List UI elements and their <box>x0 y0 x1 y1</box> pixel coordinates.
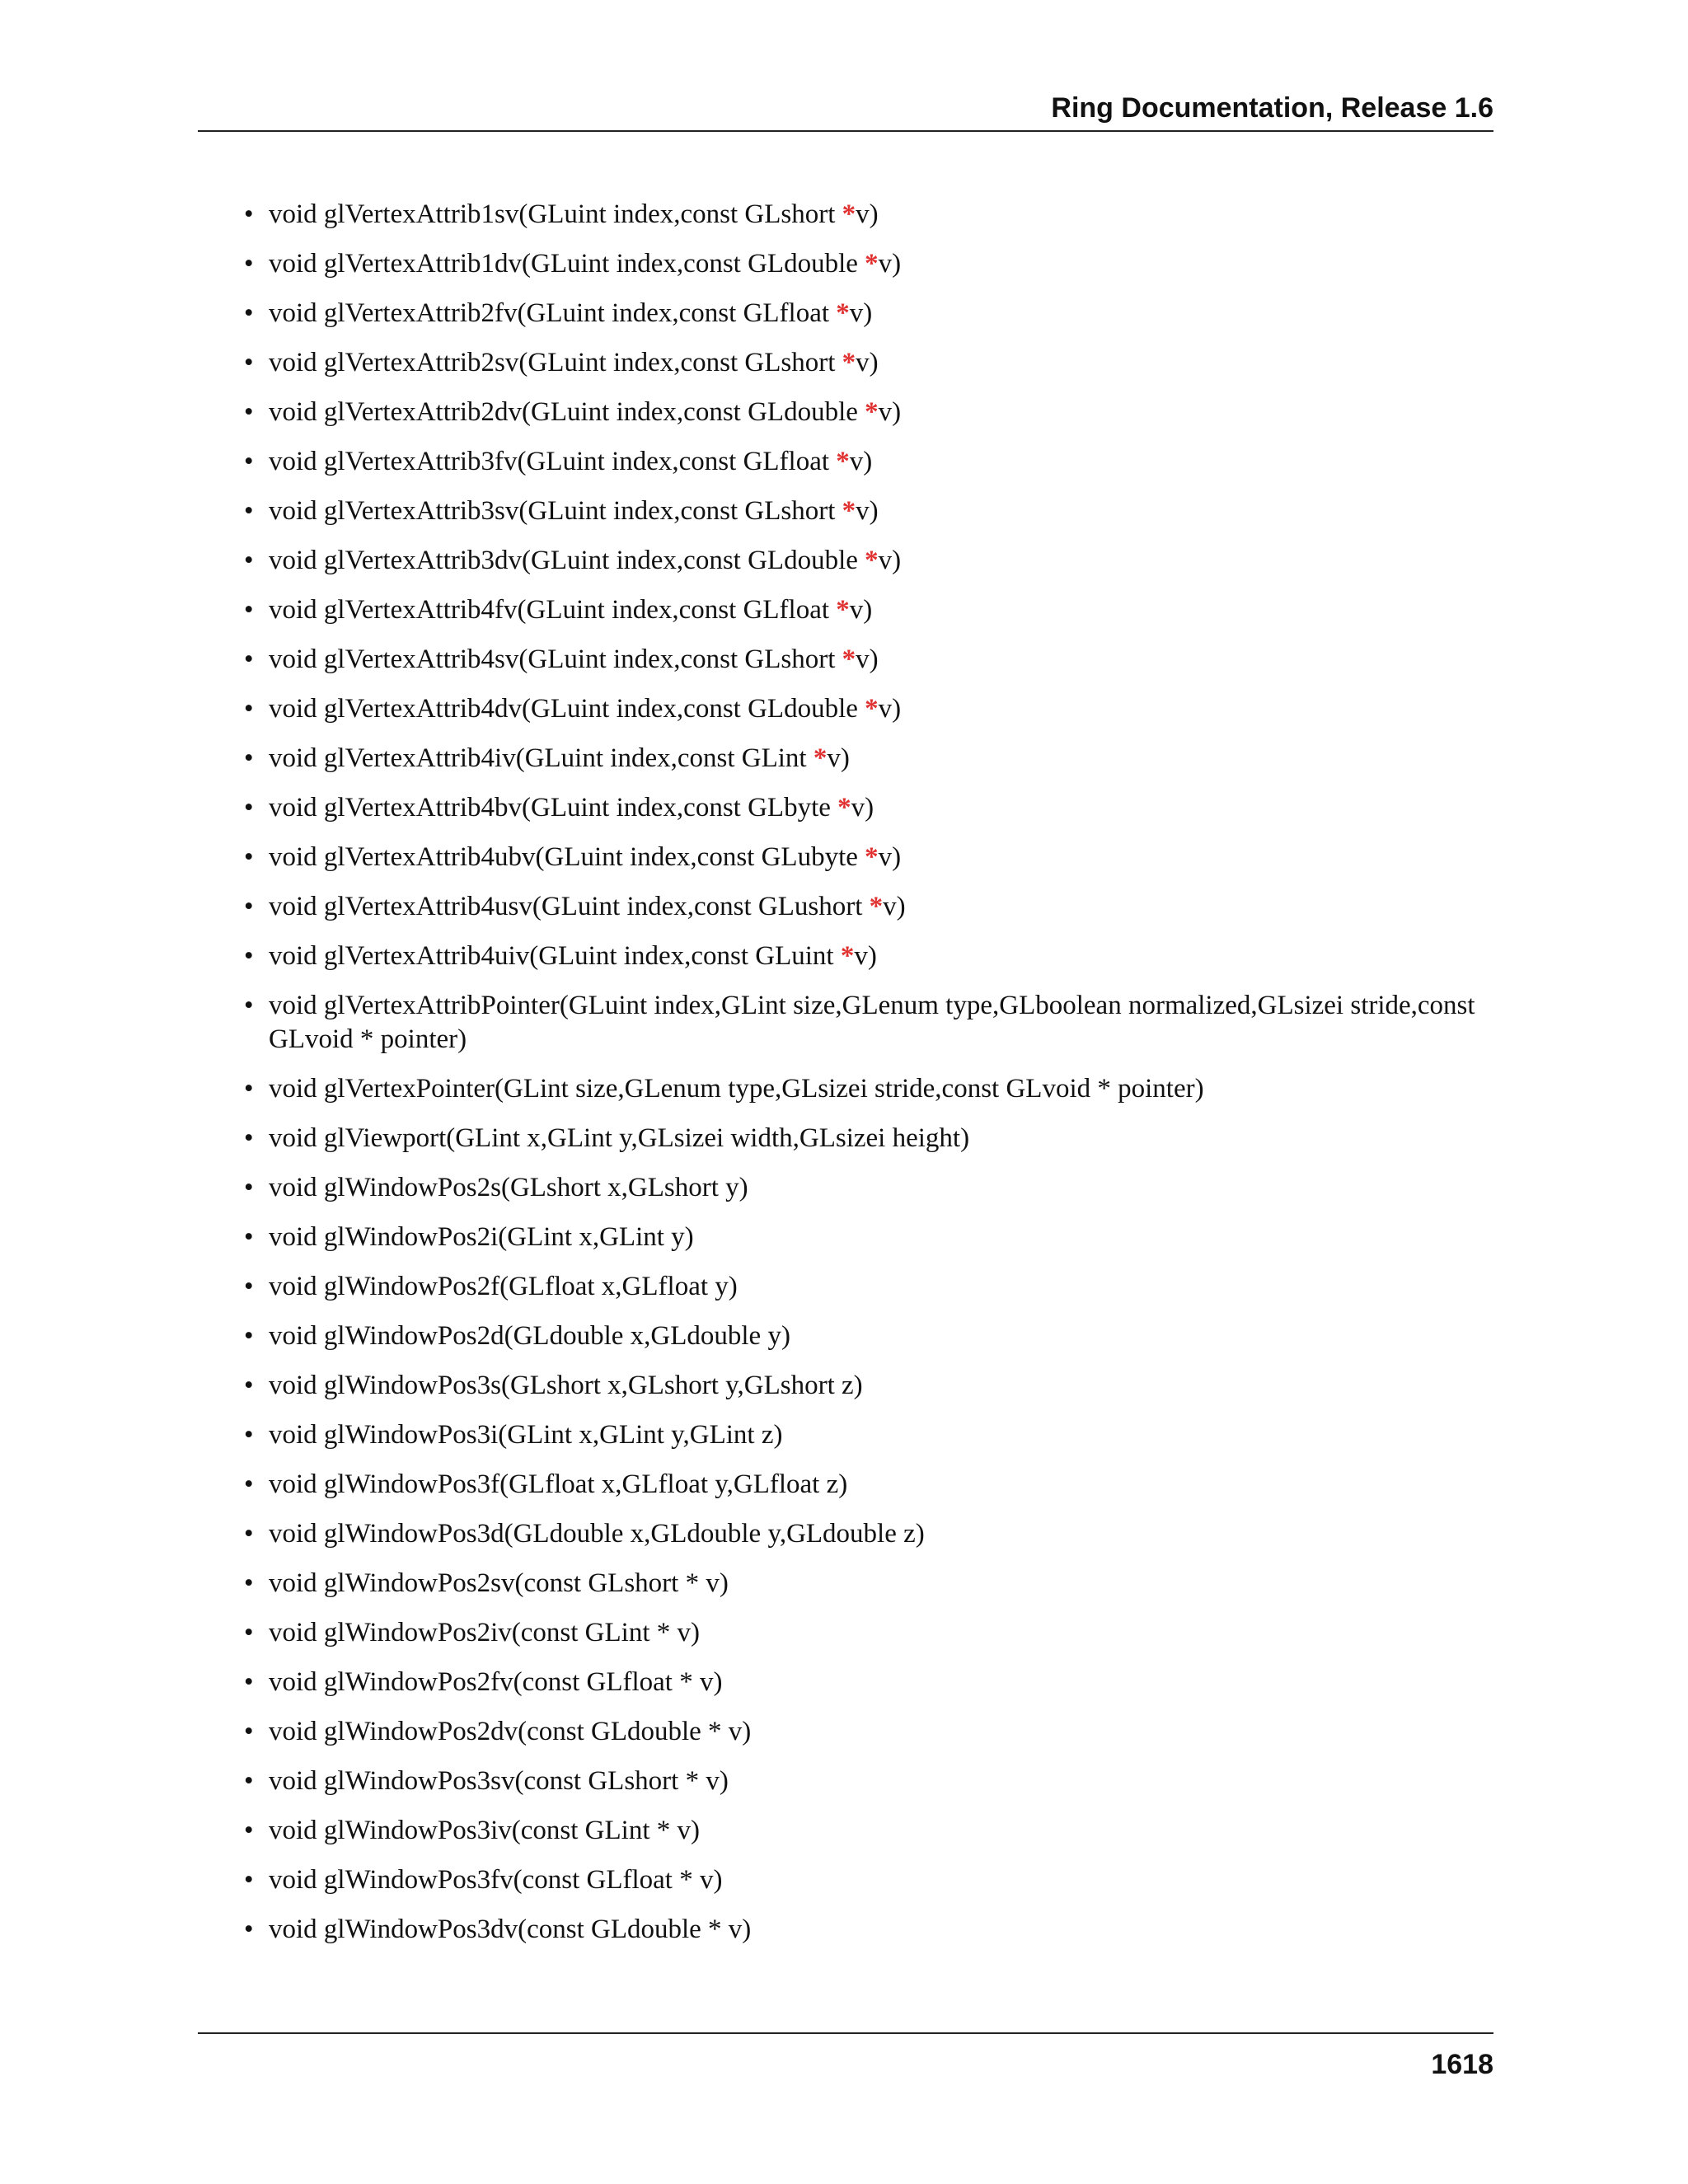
pointer-asterisk: * <box>869 892 884 921</box>
pointer-asterisk: * <box>865 694 879 724</box>
list-item <box>244 1418 1497 1452</box>
bullet-icon: • <box>244 298 254 328</box>
bullet-icon: • <box>244 743 254 773</box>
pointer-asterisk: * <box>865 546 879 575</box>
function-signature: void glWindowPos3iv(const GLint * v) <box>269 1816 700 1845</box>
bullet-icon: • <box>244 1766 254 1796</box>
function-signature: void glVertexAttrib1dv(GLuint index,const GLdouble <box>269 249 865 279</box>
list-item <box>244 1765 1497 1798</box>
pointer-asterisk: * <box>842 348 856 377</box>
bullet-icon: • <box>244 1717 254 1746</box>
pointer-asterisk: * <box>836 447 850 476</box>
function-signature: void glWindowPos2i(GLint x,GLint y) <box>269 1222 694 1252</box>
list-item <box>244 1072 1497 1106</box>
list-item <box>244 445 1497 479</box>
list-item <box>244 1715 1497 1749</box>
function-signature: void glVertexAttrib3dv(GLuint index,const GLdouble <box>269 546 865 575</box>
bullet-icon: • <box>244 1618 254 1647</box>
list-item <box>244 1567 1497 1601</box>
function-list-section <box>244 198 1497 1962</box>
bullet-icon: • <box>244 546 254 575</box>
bullet-icon: • <box>244 1816 254 1845</box>
pointer-asterisk: * <box>842 644 856 674</box>
bullet-icon: • <box>244 793 254 823</box>
bullet-icon: • <box>244 496 254 526</box>
list-item <box>244 1122 1497 1155</box>
pointer-asterisk: * <box>865 397 879 427</box>
function-signature-end: v) <box>849 447 873 476</box>
bullet-icon: • <box>244 892 254 921</box>
list-item <box>244 692 1497 726</box>
function-signature-end: v) <box>856 348 879 377</box>
pointer-asterisk: * <box>842 199 856 229</box>
function-signature: void glWindowPos3d(GLdouble x,GLdouble y,GLdouble z) <box>269 1519 925 1549</box>
bullet-icon: • <box>244 1420 254 1450</box>
bullet-icon: • <box>244 1519 254 1549</box>
bullet-icon: • <box>244 199 254 229</box>
function-signature: void glWindowPos2iv(const GLint * v) <box>269 1618 700 1647</box>
function-signature: void glWindowPos3sv(const GLshort * v) <box>269 1766 729 1796</box>
function-signature: void glVertexAttrib4iv(GLuint index,const GLint <box>269 743 814 773</box>
bullet-icon: • <box>244 644 254 674</box>
pointer-asterisk: * <box>836 298 850 328</box>
function-signature-end: v) <box>827 743 850 773</box>
function-signature: void glVertexAttrib4uiv(GLuint index,const GLuint <box>269 941 841 971</box>
function-signature-end: v) <box>878 694 902 724</box>
function-signature: void glWindowPos2sv(const GLshort * v) <box>269 1568 729 1598</box>
list-item <box>244 1517 1497 1551</box>
function-signature: void glWindowPos2d(GLdouble x,GLdouble y) <box>269 1321 790 1351</box>
function-signature-end: v) <box>856 496 879 526</box>
list-item <box>244 494 1497 528</box>
function-signature-end: v) <box>849 298 873 328</box>
function-signature: void glVertexAttrib3sv(GLuint index,const GLshort <box>269 496 842 526</box>
function-signature: void glVertexAttrib4ubv(GLuint index,const GLubyte <box>269 842 865 872</box>
list-item <box>244 1913 1497 1947</box>
function-signature: void glWindowPos3f(GLfloat x,GLfloat y,GLfloat z) <box>269 1469 848 1499</box>
function-signature: void glVertexAttrib4fv(GLuint index,const GLfloat <box>269 595 837 625</box>
pointer-asterisk: * <box>837 793 851 823</box>
list-item <box>244 940 1497 973</box>
function-signature: void glVertexAttrib4sv(GLuint index,const GLshort <box>269 644 842 674</box>
bullet-icon: • <box>244 842 254 872</box>
pointer-asterisk: * <box>813 743 828 773</box>
bullet-icon: • <box>244 1321 254 1351</box>
function-signature: void glWindowPos3dv(const GLdouble * v) <box>269 1915 752 1944</box>
function-list <box>244 198 1497 1947</box>
function-signature-end: v) <box>854 941 877 971</box>
bullet-icon: • <box>244 1667 254 1697</box>
pointer-asterisk: * <box>865 842 879 872</box>
bullet-icon: • <box>244 941 254 971</box>
page-number: 1618 <box>1431 2049 1493 2080</box>
function-signature: void glWindowPos2dv(const GLdouble * v) <box>269 1717 752 1746</box>
bullet-icon: • <box>244 1915 254 1944</box>
bullet-icon: • <box>244 1173 254 1202</box>
function-signature: void glWindowPos2fv(const GLfloat * v) <box>269 1667 723 1697</box>
bullet-icon: • <box>244 1469 254 1499</box>
function-signature-end: v) <box>878 842 902 872</box>
pointer-asterisk: * <box>836 595 850 625</box>
bullet-icon: • <box>244 249 254 279</box>
function-signature: void glVertexAttrib2fv(GLuint index,const GLfloat <box>269 298 837 328</box>
pointer-asterisk: * <box>842 496 856 526</box>
bullet-icon: • <box>244 348 254 377</box>
list-item <box>244 989 1497 1057</box>
bullet-icon: • <box>244 1568 254 1598</box>
list-item <box>244 544 1497 578</box>
list-item <box>244 1814 1497 1848</box>
function-signature: void glWindowPos3fv(const GLfloat * v) <box>269 1865 723 1895</box>
function-signature-end: v) <box>856 644 879 674</box>
list-item <box>244 1319 1497 1353</box>
list-item <box>244 1171 1497 1205</box>
list-item <box>244 742 1497 776</box>
page-header <box>198 89 1493 132</box>
bullet-icon: • <box>244 991 254 1020</box>
bullet-icon: • <box>244 1123 254 1153</box>
function-signature: void glWindowPos3i(GLint x,GLint y,GLint z) <box>269 1420 783 1450</box>
function-signature: void glVertexAttrib2sv(GLuint index,const GLshort <box>269 348 842 377</box>
list-item <box>244 643 1497 677</box>
list-item <box>244 198 1497 232</box>
bullet-icon: • <box>244 595 254 625</box>
function-signature: void glViewport(GLint x,GLint y,GLsizei width,GLsizei height) <box>269 1123 970 1153</box>
function-signature: void glVertexAttribPointer(GLuint index,GLint size,GLenum type,GLboolean normalized,GLsizei stride,const GLvoid * pointer) <box>269 991 1475 1054</box>
page-footer <box>198 2032 1493 2083</box>
list-item <box>244 1666 1497 1699</box>
list-item <box>244 1221 1497 1254</box>
function-signature-end: v) <box>856 199 879 229</box>
list-item <box>244 346 1497 380</box>
function-signature: void glVertexAttrib3fv(GLuint index,const GLfloat <box>269 447 837 476</box>
list-item <box>244 247 1497 281</box>
list-item <box>244 791 1497 825</box>
list-item <box>244 890 1497 924</box>
function-signature-end: v) <box>878 546 902 575</box>
function-signature-end: v) <box>878 249 902 279</box>
function-signature: void glWindowPos2f(GLfloat x,GLfloat y) <box>269 1272 738 1301</box>
list-item <box>244 841 1497 874</box>
function-signature-end: v) <box>883 892 906 921</box>
function-signature: void glVertexPointer(GLint size,GLenum type,GLsizei stride,const GLvoid * pointer) <box>269 1074 1204 1104</box>
bullet-icon: • <box>244 1272 254 1301</box>
document-title: Ring Documentation, Release 1.6 <box>1051 92 1493 124</box>
function-signature: void glVertexAttrib2dv(GLuint index,const GLdouble <box>269 397 865 427</box>
bullet-icon: • <box>244 1074 254 1104</box>
list-item <box>244 1616 1497 1650</box>
list-item <box>244 1369 1497 1403</box>
function-signature: void glVertexAttrib1sv(GLuint index,const GLshort <box>269 199 842 229</box>
pointer-asterisk: * <box>865 249 879 279</box>
function-signature: void glVertexAttrib4usv(GLuint index,const GLushort <box>269 892 870 921</box>
bullet-icon: • <box>244 1865 254 1895</box>
function-signature-end: v) <box>851 793 874 823</box>
pointer-asterisk: * <box>840 941 855 971</box>
list-item <box>244 1863 1497 1897</box>
list-item <box>244 1468 1497 1502</box>
function-signature: void glVertexAttrib4dv(GLuint index,const GLdouble <box>269 694 865 724</box>
function-signature-end: v) <box>878 397 902 427</box>
bullet-icon: • <box>244 397 254 427</box>
list-item <box>244 1270 1497 1304</box>
list-item <box>244 593 1497 627</box>
bullet-icon: • <box>244 1371 254 1400</box>
function-signature: void glWindowPos2s(GLshort x,GLshort y) <box>269 1173 748 1202</box>
bullet-icon: • <box>244 447 254 476</box>
list-item <box>244 396 1497 429</box>
function-signature-end: v) <box>849 595 873 625</box>
list-item <box>244 297 1497 330</box>
function-signature: void glWindowPos3s(GLshort x,GLshort y,GLshort z) <box>269 1371 863 1400</box>
bullet-icon: • <box>244 1222 254 1252</box>
bullet-icon: • <box>244 694 254 724</box>
function-signature: void glVertexAttrib4bv(GLuint index,const GLbyte <box>269 793 838 823</box>
